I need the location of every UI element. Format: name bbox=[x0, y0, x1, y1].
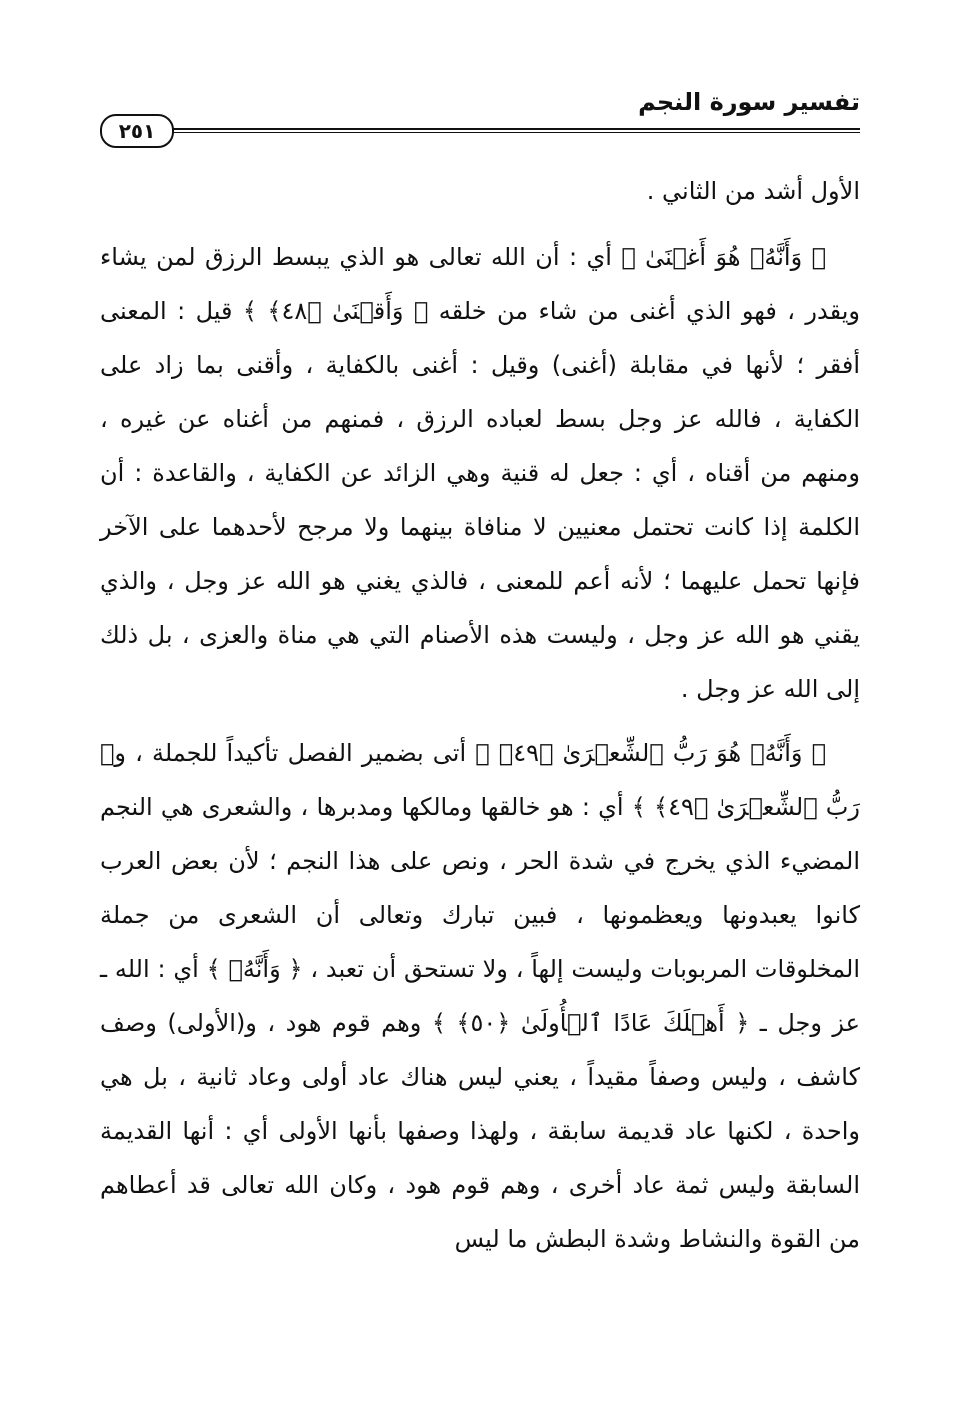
header-rule bbox=[166, 128, 860, 133]
body-text bbox=[100, 164, 860, 1276]
paragraph-2: ﴿ وَأَنَّهُۥ هُوَ أَغۡنَىٰ ﴾ أي : أن الله تعالى هو الذي يبسط الرزق لمن يشاء ويقدر ، فهو الذي أغنى من شاء من خلقه ﴿ وَأَقۡنَىٰ ﴿٤٨﴾ ﴾ قيل : المعنى أفقر ؛ لأنها في مقابلة (أغنى) وقيل : أغنى بالكفاية ، وأقنى بما زاد على الكفاية ، فالله عز وجل بسط لعباده الرزق ، فمنهم من أغناه عن غيره ، ومنهم من أقناه ، أي : جعل له قنية وهي الزائد عن الكفاية ، والقاعدة : أن الكلمة إذا كانت تحتمل معنيين لا منافاة بينهما ولا مرجح لأحدهما على الآخر فإنها تحمل عليهما ؛ لأنه أعم للمعنى ، فالذي يغني هو الله عز وجل ، والذي يقني هو الله عز وجل ، وليست هذه الأصنام التي هي مناة والعزى ، بل ذلك إلى الله عز وجل . bbox=[100, 243, 861, 703]
page-header bbox=[100, 86, 860, 156]
running-title: تفسير سورة النجم bbox=[638, 88, 860, 116]
paragraph-1: الأول أشد من الثاني . bbox=[646, 177, 860, 205]
paragraph-3: ﴿ وَأَنَّهُۥ هُوَ رَبُّ ٱلشِّعۡرَىٰ ﴿٤٩﴾ ﴾ أتى بضمير الفصل تأكيداً للجملة ، و﴿ رَبُّ ٱلشِّعۡرَىٰ ﴿٤٩﴾ ﴾ أي : هو خالقها ومالكها ومدبرها ، والشعرى هي النجم المضيء الذي يخرج في شدة الحر ، ونص على هذا النجم ؛ لأن بعض العرب كانوا يعبدونها ويعظمونها ، فبين تبارك وتعالى أن الشعرى من جملة المخلوقات المربوبات وليست إلهاً ، ولا تستحق أن تعبد ، ﴿ وَأَنَّهُۥ ﴾ أي : الله ـ عز وجل ـ ﴿ أَهۡلَكَ عَادًا ٱلۡأُولَىٰ ﴿٥٠﴾ ﴾ وهم قوم هود ، و(الأولى) وصف كاشف ، وليس وصفاً مقيداً ، يعني ليس هناك عاد أولى وعاد ثانية ، بل هي واحدة ، لكنها عاد قديمة سابقة ، ولهذا وصفها بأنها الأولى أي : أنها القديمة السابقة وليس ثمة عاد أخرى ، وهم قوم هود ، وكان الله تعالى قد أعطاهم من القوة والنشاط وشدة البطش ما ليس bbox=[100, 739, 860, 1253]
page-number-badge: ٢٥١ bbox=[100, 114, 174, 148]
